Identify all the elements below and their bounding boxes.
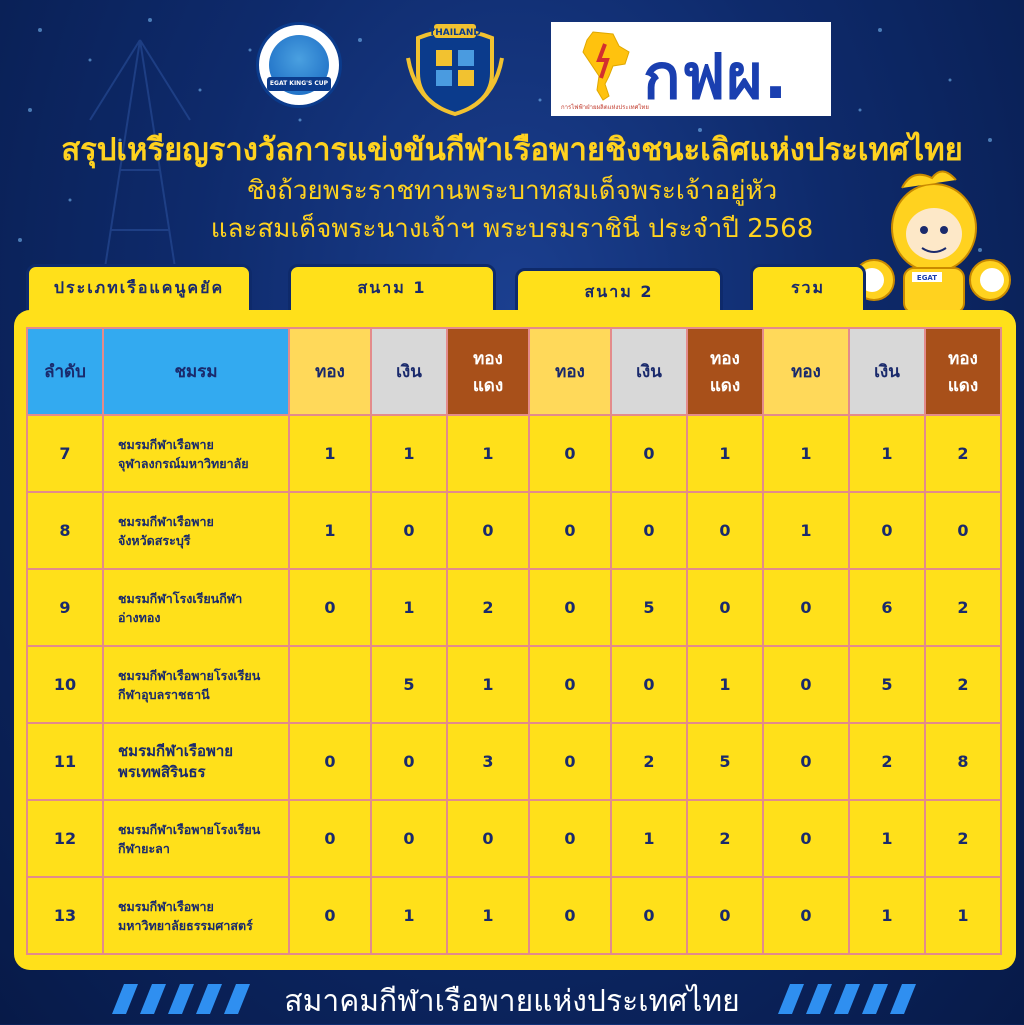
medal-count-cell: 0 bbox=[687, 492, 763, 569]
medal-count-cell: 2 bbox=[925, 646, 1001, 723]
rank-cell: 7 bbox=[27, 415, 103, 492]
medal-count-cell: 2 bbox=[925, 569, 1001, 646]
thailand-map-icon bbox=[579, 30, 631, 102]
medal-count-cell: 5 bbox=[849, 646, 925, 723]
rank-cell: 11 bbox=[27, 723, 103, 800]
medal-count-cell: 2 bbox=[447, 569, 529, 646]
header-gold-v1: ทอง bbox=[289, 328, 371, 415]
club-name-line-2: อ่างทอง bbox=[118, 609, 161, 625]
medal-count-cell: 2 bbox=[687, 800, 763, 877]
medal-count-cell: 2 bbox=[925, 415, 1001, 492]
medal-count-cell: 1 bbox=[289, 415, 371, 492]
medal-count-cell: 0 bbox=[529, 492, 611, 569]
medal-count-cell: 0 bbox=[763, 723, 849, 800]
table-row bbox=[27, 569, 1001, 646]
medal-count-cell: 1 bbox=[687, 646, 763, 723]
medal-count-cell: 0 bbox=[687, 569, 763, 646]
medal-count-cell: 1 bbox=[763, 492, 849, 569]
page-title: สรุปเหรียญรางวัลการแข่งขันกีฬาเรือพายชิงชนะเลิศแห่งประเทศไทย bbox=[61, 132, 963, 168]
table-header-row bbox=[27, 328, 1001, 415]
rank-cell: 13 bbox=[27, 877, 103, 954]
club-name-cell bbox=[103, 415, 289, 492]
medal-count-cell: 1 bbox=[447, 646, 529, 723]
table-row bbox=[27, 800, 1001, 877]
egat-brand-text: กฟผ. bbox=[643, 40, 789, 113]
header-silver-v2: เงิน bbox=[611, 328, 687, 415]
header-bronze-total: ทอง แดง bbox=[925, 328, 1001, 415]
medal-count-cell: 0 bbox=[371, 492, 447, 569]
medal-count-cell: 0 bbox=[529, 569, 611, 646]
medal-count-cell: 0 bbox=[611, 492, 687, 569]
mascot-badge: EGAT bbox=[916, 274, 938, 282]
egat-logo bbox=[551, 22, 831, 116]
medal-count-cell: 2 bbox=[849, 723, 925, 800]
medal-count-cell: 1 bbox=[289, 492, 371, 569]
footer-organization: สมาคมกีฬาเรือพายแห่งประเทศไทย bbox=[284, 984, 740, 1019]
medal-count-cell: 1 bbox=[447, 415, 529, 492]
crest-banner-text: THAILAND bbox=[429, 28, 481, 38]
club-name-line-2: กีฬายะลา bbox=[118, 840, 170, 856]
medal-count-cell: 0 bbox=[447, 800, 529, 877]
medal-count-cell: 2 bbox=[925, 800, 1001, 877]
medal-count-cell: 0 bbox=[611, 877, 687, 954]
header-club: ชมรม bbox=[103, 328, 289, 415]
header-gold-v2: ทอง bbox=[529, 328, 611, 415]
medal-count-cell: 3 bbox=[447, 723, 529, 800]
rank-cell: 9 bbox=[27, 569, 103, 646]
medal-count-cell: 0 bbox=[529, 646, 611, 723]
medal-count-cell: 0 bbox=[529, 415, 611, 492]
footer bbox=[0, 976, 1024, 1024]
medal-count-cell: 6 bbox=[849, 569, 925, 646]
header-bronze-v2: ทอง แดง bbox=[687, 328, 763, 415]
medal-count-cell: 0 bbox=[611, 646, 687, 723]
header-silver-v1: เงิน bbox=[371, 328, 447, 415]
medal-count-cell: 0 bbox=[371, 800, 447, 877]
medal-count-cell: 0 bbox=[447, 492, 529, 569]
medal-count-cell: 5 bbox=[687, 723, 763, 800]
club-name-line-1: ชมรมกีฬาเรือพาย bbox=[118, 741, 234, 760]
club-name-cell bbox=[103, 800, 289, 877]
table-row bbox=[27, 415, 1001, 492]
tab-category[interactable]: ประเภทเรือแคนูคยัค bbox=[26, 264, 252, 314]
table-row bbox=[27, 877, 1001, 954]
kings-cup-logo: EGAT KING'S CUP bbox=[256, 22, 342, 108]
medal-count-cell: 1 bbox=[371, 415, 447, 492]
tab-venue-1[interactable]: สนาม 1 bbox=[288, 264, 496, 314]
club-name-line-1: ชมรมกีฬาเรือพาย bbox=[118, 898, 214, 914]
egat-caption: การไฟฟ้าฝ่ายผลิตแห่งประเทศไทย bbox=[561, 104, 649, 111]
header-silver-total: เงิน bbox=[849, 328, 925, 415]
medal-count-cell: 0 bbox=[529, 877, 611, 954]
medal-count-cell: 1 bbox=[611, 800, 687, 877]
club-name-line-1: ชมรมกีฬาเรือพาย bbox=[118, 436, 214, 452]
medal-count-cell: 0 bbox=[763, 646, 849, 723]
medal-count-cell: 0 bbox=[371, 723, 447, 800]
club-name-line-1: ชมรมกีฬาเรือพายโรงเรียน bbox=[118, 821, 261, 837]
club-name-line-2: พรเทพสิรินธร bbox=[118, 762, 206, 781]
medal-count-cell: 0 bbox=[289, 877, 371, 954]
medal-count-cell bbox=[289, 646, 371, 723]
medal-count-cell: 8 bbox=[925, 723, 1001, 800]
club-name-line-1: ชมรมกีฬาเรือพาย bbox=[118, 513, 214, 529]
medal-count-cell: 1 bbox=[849, 877, 925, 954]
medal-count-cell: 1 bbox=[763, 415, 849, 492]
medal-count-cell: 2 bbox=[611, 723, 687, 800]
club-name-line-1: ชมรมกีฬาโรงเรียนกีฬา bbox=[118, 590, 243, 606]
club-name-cell bbox=[103, 646, 289, 723]
table-row bbox=[27, 492, 1001, 569]
club-name-line-2: จุฬาลงกรณ์มหาวิทยาลัย bbox=[118, 455, 249, 471]
page-subtitle-1: ชิงถ้วยพระราชทานพระบาทสมเด็จพระเจ้าอยู่หัว bbox=[246, 176, 778, 206]
medal-count-cell: 0 bbox=[529, 723, 611, 800]
medal-count-cell: 0 bbox=[763, 800, 849, 877]
medal-count-cell: 0 bbox=[687, 877, 763, 954]
header-rank: ลำดับ bbox=[27, 328, 103, 415]
medal-count-cell: 1 bbox=[447, 877, 529, 954]
medal-count-cell: 1 bbox=[925, 877, 1001, 954]
egat-mascot bbox=[852, 168, 1012, 318]
table-row bbox=[27, 646, 1001, 723]
page-subtitle-2: และสมเด็จพระนางเจ้าฯ พระบรมราชินี ประจำปี 2568 bbox=[210, 214, 814, 244]
club-name-line-2: กีฬาอุบลราชธานี bbox=[118, 686, 210, 702]
rank-cell: 10 bbox=[27, 646, 103, 723]
medal-count-cell: 5 bbox=[371, 646, 447, 723]
header-gold-total: ทอง bbox=[763, 328, 849, 415]
tab-venue-2[interactable]: สนาม 2 bbox=[515, 268, 723, 318]
header-bronze-v1: ทอง แดง bbox=[447, 328, 529, 415]
medal-count-cell: 0 bbox=[529, 800, 611, 877]
medal-count-cell: 0 bbox=[289, 800, 371, 877]
medal-count-cell: 0 bbox=[611, 415, 687, 492]
tab-total[interactable]: รวม bbox=[750, 264, 866, 314]
medal-count-cell: 5 bbox=[611, 569, 687, 646]
medal-table bbox=[26, 327, 1002, 955]
club-name-line-1: ชมรมกีฬาเรือพายโรงเรียน bbox=[118, 667, 261, 683]
club-name-line-2: จังหวัดสระบุรี bbox=[118, 532, 191, 548]
rank-cell: 12 bbox=[27, 800, 103, 877]
club-name-cell bbox=[103, 877, 289, 954]
medal-count-cell: 0 bbox=[763, 569, 849, 646]
club-name-cell bbox=[103, 569, 289, 646]
medal-count-cell: 0 bbox=[925, 492, 1001, 569]
club-name-cell bbox=[103, 723, 289, 800]
rank-cell: 8 bbox=[27, 492, 103, 569]
club-name-line-2: มหาวิทยาลัยธรรมศาสตร์ bbox=[118, 917, 253, 933]
club-name-cell bbox=[103, 492, 289, 569]
rowing-association-crest bbox=[400, 18, 510, 118]
table-row bbox=[27, 723, 1001, 800]
medal-count-cell: 1 bbox=[849, 800, 925, 877]
medal-count-cell: 0 bbox=[289, 723, 371, 800]
medal-count-cell: 1 bbox=[849, 415, 925, 492]
medal-count-cell: 0 bbox=[763, 877, 849, 954]
medal-count-cell: 1 bbox=[371, 569, 447, 646]
medal-count-cell: 0 bbox=[849, 492, 925, 569]
medal-count-cell: 1 bbox=[371, 877, 447, 954]
medal-count-cell: 0 bbox=[289, 569, 371, 646]
footer-stripes-right bbox=[778, 984, 918, 1014]
medal-count-cell: 1 bbox=[687, 415, 763, 492]
